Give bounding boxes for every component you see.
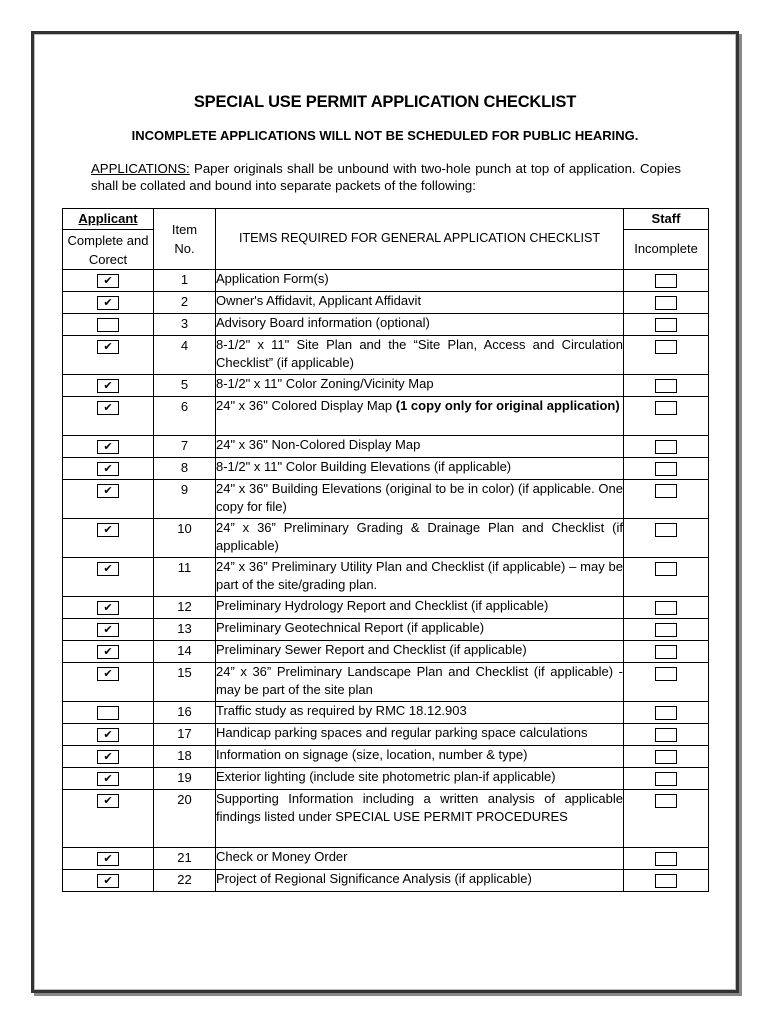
item-number: 12	[154, 597, 216, 619]
applicant-complete-checkbox[interactable]	[97, 318, 119, 332]
checklist-row	[63, 870, 709, 892]
item-description-cell	[216, 458, 624, 480]
checklist-row	[63, 663, 709, 702]
applicant-checkbox-cell	[63, 663, 154, 702]
staff-incomplete-checkbox[interactable]	[655, 772, 677, 786]
item-description: Advisory Board information (optional)	[216, 315, 430, 330]
staff-checkbox-cell	[624, 558, 709, 597]
applicant-checkbox-cell	[63, 597, 154, 619]
item-description: Handicap parking spaces and regular parking space calculations	[216, 725, 588, 740]
staff-checkbox-cell	[624, 292, 709, 314]
applicant-checkbox-cell	[63, 558, 154, 597]
applicant-checkbox-cell	[63, 292, 154, 314]
staff-incomplete-checkbox[interactable]	[655, 318, 677, 332]
applicant-checkbox-cell	[63, 790, 154, 848]
staff-checkbox-cell	[624, 702, 709, 724]
applicant-complete-checkbox[interactable]: ✔	[97, 728, 119, 742]
complete-header: Complete and Corect	[67, 233, 149, 267]
staff-incomplete-checkbox[interactable]	[655, 523, 677, 537]
item-description: Preliminary Sewer Report and Checklist (if applicable)	[216, 642, 527, 657]
item-description: 8-1/2" x 11" Color Zoning/Vicinity Map	[216, 376, 434, 391]
staff-header: Staff	[624, 209, 708, 230]
staff-checkbox-cell	[624, 641, 709, 663]
item-description-cell	[216, 619, 624, 641]
checklist-row	[63, 848, 709, 870]
item-description: Check or Money Order	[216, 849, 348, 864]
applicant-checkbox-cell	[63, 746, 154, 768]
applicant-complete-checkbox[interactable]: ✔	[97, 484, 119, 498]
checklist-row	[63, 336, 709, 375]
applicant-complete-checkbox[interactable]: ✔	[97, 440, 119, 454]
staff-checkbox-cell	[624, 270, 709, 292]
item-description-cell	[216, 641, 624, 663]
staff-incomplete-checkbox[interactable]	[655, 601, 677, 615]
applicant-checkbox-cell	[63, 619, 154, 641]
applicant-complete-checkbox[interactable]: ✔	[97, 340, 119, 354]
item-description-cell	[216, 702, 624, 724]
checklist-row	[63, 768, 709, 790]
item-number: 21	[154, 848, 216, 870]
items-required-header-cell	[216, 209, 624, 270]
item-number: 7	[154, 436, 216, 458]
item-description-cell	[216, 746, 624, 768]
checklist-row	[63, 702, 709, 724]
staff-checkbox-cell	[624, 480, 709, 519]
applicant-checkbox-cell	[63, 314, 154, 336]
staff-incomplete-checkbox[interactable]	[655, 623, 677, 637]
applicant-complete-checkbox[interactable]: ✔	[97, 667, 119, 681]
item-number: 8	[154, 458, 216, 480]
item-number: 19	[154, 768, 216, 790]
item-description-cell	[216, 336, 624, 375]
checklist-row	[63, 270, 709, 292]
item-description-cell	[216, 597, 624, 619]
item-description: 24" x 36" Building Elevations (original to be in color) (if applicable. One copy for file)	[216, 481, 623, 514]
applicant-complete-checkbox[interactable]: ✔	[97, 401, 119, 415]
item-number: 2	[154, 292, 216, 314]
checklist-row	[63, 458, 709, 480]
item-description-cell	[216, 436, 624, 458]
staff-checkbox-cell	[624, 519, 709, 558]
staff-incomplete-checkbox[interactable]	[655, 484, 677, 498]
item-header-cell	[154, 209, 216, 270]
applicant-header: Applicant	[63, 209, 153, 230]
applicant-checkbox-cell	[63, 336, 154, 375]
staff-checkbox-cell	[624, 436, 709, 458]
item-description: 24” x 36” Preliminary Utility Plan and Checklist (if applicable) – may be part of the site/grading plan.	[216, 559, 623, 592]
staff-checkbox-cell	[624, 768, 709, 790]
item-description: Information on signage (size, location, number & type)	[216, 747, 528, 762]
item-description-cell	[216, 375, 624, 397]
item-description: Supporting Information including a written analysis of applicable findings listed under SPECIAL USE PERMIT PROCEDURES	[216, 791, 623, 824]
item-number: 9	[154, 480, 216, 519]
staff-checkbox-cell	[624, 848, 709, 870]
applicant-complete-checkbox[interactable]	[97, 706, 119, 720]
item-number: 14	[154, 641, 216, 663]
applicant-checkbox-cell	[63, 519, 154, 558]
intro-label: APPLICATIONS:	[91, 161, 190, 176]
item-number: 1	[154, 270, 216, 292]
applicant-checkbox-cell	[63, 270, 154, 292]
checklist-row	[63, 597, 709, 619]
checklist-row	[63, 314, 709, 336]
item-number: 20	[154, 790, 216, 848]
checklist-row	[63, 724, 709, 746]
applicant-checkbox-cell	[63, 397, 154, 436]
item-number: 17	[154, 724, 216, 746]
item-number: 11	[154, 558, 216, 597]
staff-incomplete-checkbox[interactable]	[655, 794, 677, 808]
item-description-cell	[216, 558, 624, 597]
staff-incomplete-checkbox[interactable]	[655, 462, 677, 476]
item-description: 8-1/2" x 11" Color Building Elevations (if applicable)	[216, 459, 512, 474]
header-row	[63, 209, 709, 270]
staff-incomplete-checkbox[interactable]	[655, 401, 677, 415]
staff-checkbox-cell	[624, 397, 709, 436]
checklist-row	[63, 641, 709, 663]
applicant-header-cell	[63, 209, 154, 270]
item-number: 13	[154, 619, 216, 641]
item-description: Exterior lighting (include site photometric plan-if applicable)	[216, 769, 556, 784]
applicant-complete-checkbox[interactable]: ✔	[97, 274, 119, 288]
staff-incomplete-checkbox[interactable]	[655, 440, 677, 454]
item-description-cell	[216, 292, 624, 314]
applicant-checkbox-cell	[63, 436, 154, 458]
applicant-complete-checkbox[interactable]: ✔	[97, 852, 119, 866]
staff-checkbox-cell	[624, 870, 709, 892]
applicant-checkbox-cell	[63, 641, 154, 663]
checklist-row	[63, 619, 709, 641]
item-number: 6	[154, 397, 216, 436]
item-description-cell	[216, 270, 624, 292]
staff-incomplete-checkbox[interactable]	[655, 852, 677, 866]
item-description-cell	[216, 397, 624, 436]
staff-incomplete-checkbox[interactable]	[655, 645, 677, 659]
item-header: Item	[171, 222, 198, 237]
applicant-complete-checkbox[interactable]: ✔	[97, 772, 119, 786]
staff-checkbox-cell	[624, 746, 709, 768]
item-description: 24” x 36” Preliminary Landscape Plan and Checklist (if applicable) - may be part of the site plan	[216, 664, 623, 697]
item-description-cell	[216, 848, 624, 870]
staff-checkbox-cell	[624, 724, 709, 746]
item-description-cell	[216, 790, 624, 848]
applicant-complete-checkbox[interactable]: ✔	[97, 562, 119, 576]
item-description: 24" x 36" Non-Colored Display Map	[216, 437, 421, 452]
checklist-row	[63, 558, 709, 597]
applicant-complete-checkbox[interactable]: ✔	[97, 794, 119, 808]
applicant-complete-checkbox[interactable]: ✔	[97, 462, 119, 476]
item-description: Preliminary Geotechnical Report (if applicable)	[216, 620, 485, 635]
item-number: 4	[154, 336, 216, 375]
applicant-checkbox-cell	[63, 724, 154, 746]
staff-incomplete-checkbox[interactable]	[655, 340, 677, 354]
incomplete-header: Incomplete	[634, 241, 698, 256]
item-description-cell	[216, 870, 624, 892]
applicant-complete-checkbox[interactable]: ✔	[97, 874, 119, 888]
staff-checkbox-cell	[624, 336, 709, 375]
item-number: 15	[154, 663, 216, 702]
item-number: 16	[154, 702, 216, 724]
staff-incomplete-checkbox[interactable]	[655, 667, 677, 681]
staff-checkbox-cell	[624, 458, 709, 480]
item-description-cell	[216, 480, 624, 519]
item-number: 22	[154, 870, 216, 892]
staff-checkbox-cell	[624, 619, 709, 641]
staff-incomplete-checkbox[interactable]	[655, 296, 677, 310]
staff-checkbox-cell	[624, 663, 709, 702]
staff-incomplete-checkbox[interactable]	[655, 706, 677, 720]
page-title: SPECIAL USE PERMIT APPLICATION CHECKLIST	[193, 93, 577, 111]
applicant-complete-checkbox[interactable]: ✔	[97, 623, 119, 637]
checklist-row	[63, 790, 709, 848]
applicant-checkbox-cell	[63, 870, 154, 892]
item-description: 24” x 36” Preliminary Grading & Drainage Plan and Checklist (if applicable)	[216, 520, 623, 553]
applicant-complete-checkbox[interactable]: ✔	[97, 750, 119, 764]
checklist-row	[63, 397, 709, 436]
item-number: 18	[154, 746, 216, 768]
item-number: 10	[154, 519, 216, 558]
item-description: Owner's Affidavit, Applicant Affidavit	[216, 293, 422, 308]
staff-checkbox-cell	[624, 375, 709, 397]
checklist-row	[63, 746, 709, 768]
item-description-cell	[216, 768, 624, 790]
applicant-complete-checkbox[interactable]: ✔	[97, 296, 119, 310]
applicant-checkbox-cell	[63, 848, 154, 870]
applicant-complete-checkbox[interactable]: ✔	[97, 523, 119, 537]
item-description-cell	[216, 519, 624, 558]
staff-checkbox-cell	[624, 314, 709, 336]
item-description: Project of Regional Significance Analysis (if applicable)	[216, 871, 532, 886]
applicant-checkbox-cell	[63, 480, 154, 519]
item-description: 8-1/2" x 11" Site Plan and the “Site Plan, Access and Circulation Checklist” (if applicable)	[216, 337, 623, 370]
checklist-row	[63, 292, 709, 314]
staff-checkbox-cell	[624, 597, 709, 619]
staff-incomplete-checkbox[interactable]	[655, 750, 677, 764]
checklist-table	[62, 208, 709, 892]
staff-incomplete-checkbox[interactable]	[655, 562, 677, 576]
item-description: Preliminary Hydrology Report and Checklist (if applicable)	[216, 598, 549, 613]
staff-incomplete-checkbox[interactable]	[655, 874, 677, 888]
applicant-complete-checkbox[interactable]: ✔	[97, 379, 119, 393]
intro-text: Paper originals shall be unbound with two-hole punch at top of application. Copies shall be collated and bound into separate packets of the following:	[91, 161, 681, 193]
item-number: 5	[154, 375, 216, 397]
items-required-header: ITEMS REQUIRED FOR GENERAL APPLICATION CHECKLIST	[238, 231, 601, 245]
applicant-checkbox-cell	[63, 702, 154, 724]
no-header: No.	[174, 241, 195, 256]
intro-paragraph	[91, 160, 681, 194]
checklist-row	[63, 480, 709, 519]
applicant-checkbox-cell	[63, 375, 154, 397]
staff-incomplete-checkbox[interactable]	[655, 379, 677, 393]
item-description-cell	[216, 724, 624, 746]
item-description: 24" x 36" Colored Display Map	[216, 398, 396, 413]
staff-incomplete-checkbox[interactable]	[655, 728, 677, 742]
checklist-row	[63, 436, 709, 458]
item-number: 3	[154, 314, 216, 336]
checklist-row	[63, 519, 709, 558]
page-subtitle: INCOMPLETE APPLICATIONS WILL NOT BE SCHEDULED FOR PUBLIC HEARING.	[131, 128, 639, 143]
applicant-complete-checkbox[interactable]: ✔	[97, 645, 119, 659]
item-description-emphasis: (1 copy only for original application)	[395, 398, 620, 413]
item-description: Traffic study as required by RMC 18.12.903	[216, 703, 467, 718]
staff-header-cell	[624, 209, 709, 270]
staff-checkbox-cell	[624, 790, 709, 848]
staff-incomplete-checkbox[interactable]	[655, 274, 677, 288]
item-description-cell	[216, 314, 624, 336]
item-description-cell	[216, 663, 624, 702]
checklist-row	[63, 375, 709, 397]
applicant-checkbox-cell	[63, 458, 154, 480]
applicant-complete-checkbox[interactable]: ✔	[97, 601, 119, 615]
item-description: Application Form(s)	[216, 271, 329, 286]
applicant-checkbox-cell	[63, 768, 154, 790]
